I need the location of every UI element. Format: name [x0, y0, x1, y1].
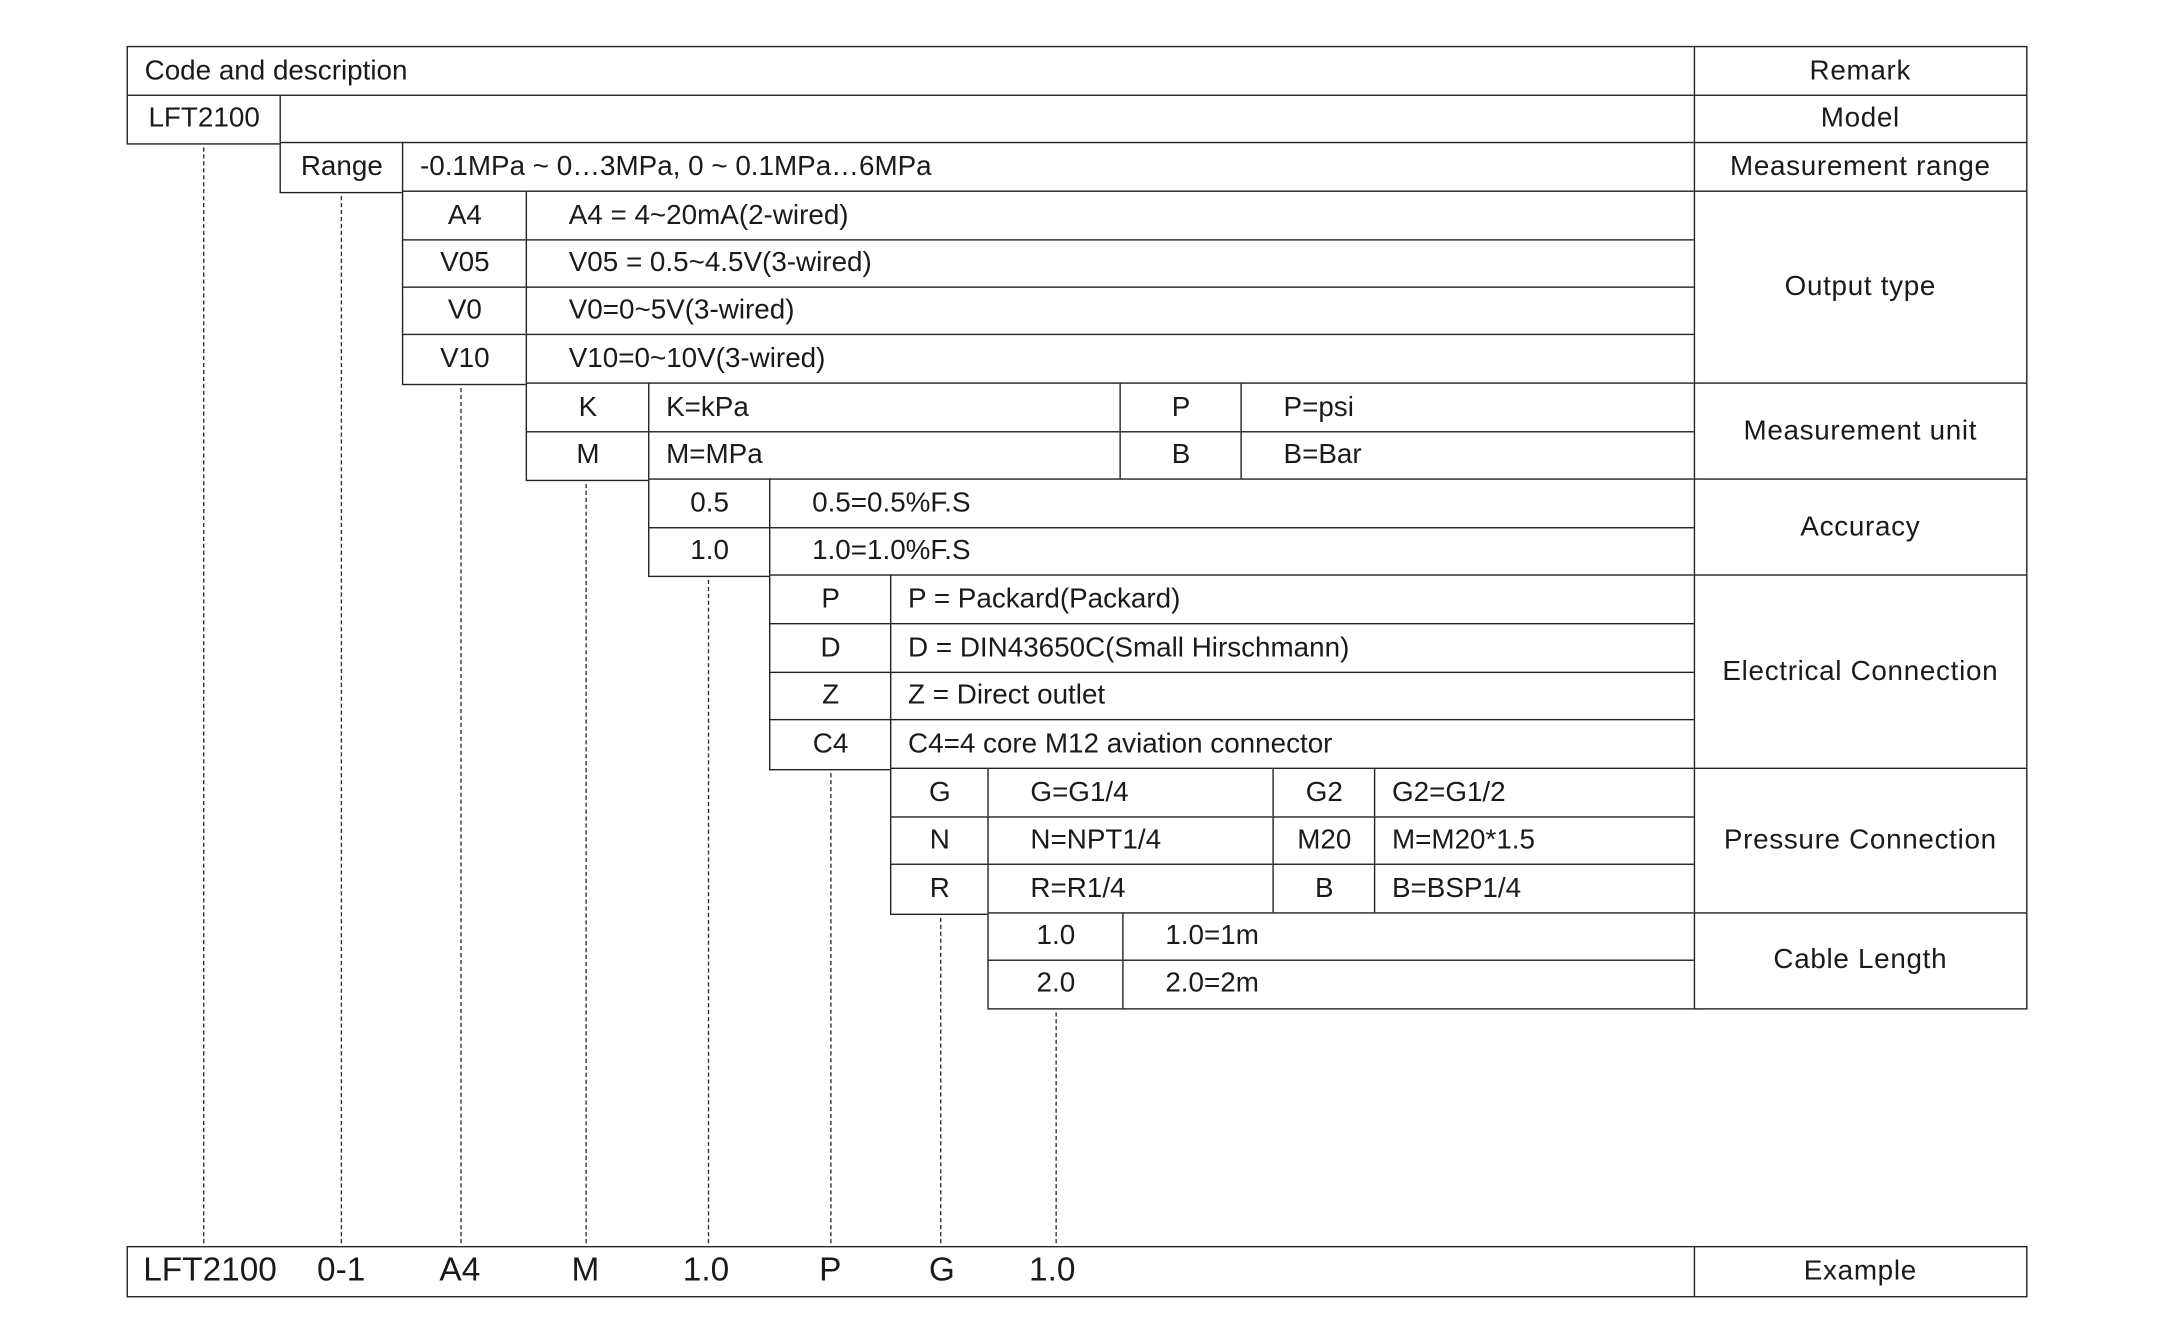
range-label-text: Range	[300, 151, 383, 182]
unit-desc	[1240, 431, 1696, 480]
pressure-desc	[1374, 768, 1696, 819]
pressure-code-text: M20	[1297, 825, 1352, 856]
remark-cable-text: Cable Length	[1773, 944, 1948, 976]
electrical-desc	[890, 623, 1696, 674]
dashed-guide-line	[830, 773, 831, 1243]
electrical-code-text: C4	[812, 728, 849, 759]
remark-range	[1694, 142, 2027, 193]
header-remark-text: Remark	[1809, 55, 1912, 86]
pressure-code-text: B	[1314, 873, 1334, 904]
accuracy-desc-text: 1.0=1.0%F.S	[812, 535, 971, 567]
unit-code-text: K	[578, 391, 598, 423]
remark-cable	[1694, 912, 2027, 1009]
electrical-code-text: Z	[822, 680, 840, 712]
cable-code-text: 2.0	[1036, 968, 1076, 999]
electrical-desc-text: Z = Direct outlet	[908, 680, 1106, 712]
electrical-desc	[890, 574, 1696, 625]
pressure-code-text: G2	[1305, 777, 1343, 808]
electrical-desc-text: C4=4 core M12 aviation connector	[908, 728, 1333, 759]
unit-desc	[1240, 382, 1696, 433]
pressure-code	[890, 768, 990, 819]
remark-example-text: Example	[1803, 1255, 1917, 1287]
dashed-guide-line	[1055, 1012, 1056, 1243]
pressure-code-text: G	[928, 777, 951, 808]
unit-code-text: B	[1171, 439, 1191, 471]
output-code-text: V05	[440, 247, 490, 279]
pressure-desc	[1374, 816, 1696, 865]
range-label	[280, 142, 405, 193]
pressure-desc-text: G=G1/4	[1030, 777, 1129, 808]
remark-pressure-text: Pressure Connection	[1723, 825, 1997, 856]
pressure-desc-text: N=NPT1/4	[1030, 825, 1162, 856]
model-code	[127, 95, 282, 144]
cable-code-text: 1.0	[1036, 920, 1076, 952]
unit-code-text: P	[1171, 391, 1191, 423]
output-code-text: V0	[447, 295, 482, 326]
header-code-description-text: Code and description	[144, 55, 408, 86]
accuracy-code-text: 0.5	[690, 487, 729, 519]
output-desc	[526, 239, 1696, 288]
unit-desc-text: B=Bar	[1283, 439, 1362, 471]
dashed-guide-line	[940, 918, 941, 1243]
output-desc-text: A4 = 4~20mA(2-wired)	[568, 199, 849, 231]
example-value: M	[571, 1251, 600, 1290]
accuracy-code	[648, 527, 771, 576]
electrical-code	[769, 672, 892, 721]
remark-model-text: Model	[1820, 103, 1900, 134]
pressure-code	[890, 816, 990, 865]
remark-unit-text: Measurement unit	[1743, 415, 1978, 447]
remark-output	[1694, 191, 2027, 385]
unit-desc	[648, 431, 1122, 480]
electrical-code	[769, 574, 892, 625]
pressure-code-text: R	[929, 873, 950, 904]
pressure-desc	[987, 768, 1274, 819]
electrical-code-text: D	[820, 632, 841, 664]
dashed-guide-line	[708, 580, 709, 1243]
output-code-text: A4	[447, 199, 482, 231]
remark-accuracy	[1694, 478, 2027, 576]
cable-desc	[1122, 912, 1696, 961]
unit-desc-text: M=MPa	[666, 439, 763, 471]
accuracy-desc	[769, 478, 1696, 529]
output-desc	[526, 334, 1696, 385]
example-value: G	[928, 1251, 955, 1290]
cable-desc-text: 1.0=1m	[1165, 920, 1259, 952]
accuracy-desc-text: 0.5=0.5%F.S	[812, 487, 971, 519]
pressure-code-text: N	[929, 825, 950, 856]
pressure-desc	[987, 816, 1274, 865]
header-remark	[1694, 46, 2027, 97]
accuracy-desc	[769, 527, 1696, 576]
output-code	[402, 286, 528, 335]
unit-code	[526, 382, 651, 433]
example-value: 1.0	[1029, 1251, 1076, 1290]
remark-range-text: Measurement range	[1729, 151, 1991, 182]
unit-code	[1119, 382, 1242, 433]
unit-code	[1119, 431, 1242, 480]
example-value: P	[819, 1251, 842, 1290]
example-value: LFT2100	[143, 1251, 277, 1290]
cable-code	[987, 960, 1124, 1009]
remark-unit	[1694, 382, 2027, 480]
example-value: 1.0	[682, 1251, 730, 1290]
electrical-code-text: P	[821, 583, 840, 615]
cable-code	[987, 912, 1124, 961]
range-value	[402, 142, 1696, 193]
remark-electrical-text: Electrical Connection	[1722, 656, 1999, 687]
remark-electrical	[1694, 574, 2027, 770]
output-desc-text: V10=0~10V(3-wired)	[568, 343, 826, 374]
unit-desc-text: P=psi	[1283, 391, 1354, 423]
electrical-code	[769, 719, 892, 770]
output-desc-text: V05 = 0.5~4.5V(3-wired)	[568, 247, 872, 279]
unit-desc-text: K=kPa	[666, 391, 749, 423]
unit-code	[526, 431, 651, 480]
accuracy-code-text: 1.0	[690, 535, 729, 567]
pressure-desc	[1374, 864, 1696, 915]
electrical-code	[769, 623, 892, 674]
output-code	[402, 239, 528, 288]
dashed-guide-line	[460, 388, 461, 1243]
output-code-text: V10	[440, 343, 490, 374]
pressure-desc	[987, 864, 1274, 915]
cable-desc-text: 2.0=2m	[1165, 968, 1259, 999]
remark-pressure	[1694, 768, 2027, 915]
pressure-desc-text: B=BSP1/4	[1391, 873, 1522, 904]
remark-output-text: Output type	[1784, 271, 1937, 303]
cable-desc	[1122, 960, 1696, 1009]
output-code	[402, 334, 528, 385]
output-desc	[526, 191, 1696, 242]
pressure-code	[1272, 768, 1376, 819]
accuracy-code	[648, 478, 771, 529]
pressure-desc-text: M=M20*1.5	[1391, 825, 1536, 856]
pressure-code	[1272, 864, 1376, 915]
pressure-desc-text: R=R1/4	[1030, 873, 1126, 904]
output-code	[402, 191, 528, 242]
electrical-desc-text: D = DIN43650C(Small Hirschmann)	[908, 632, 1350, 664]
output-desc	[526, 286, 1696, 335]
dashed-guide-line	[585, 484, 586, 1243]
output-desc-text: V0=0~5V(3-wired)	[568, 295, 795, 326]
range-value-text: -0.1MPa ~ 0…3MPa, 0 ~ 0.1MPa…6MPa	[419, 151, 932, 182]
pressure-code	[890, 864, 990, 915]
remark-model	[1694, 95, 2027, 144]
electrical-desc	[890, 672, 1696, 721]
remark-accuracy-text: Accuracy	[1800, 511, 1921, 543]
dashed-guide-line	[203, 147, 204, 1243]
model-blank	[280, 95, 1696, 144]
pressure-desc-text: G2=G1/2	[1391, 777, 1506, 808]
unit-desc	[648, 382, 1122, 433]
example-value: A4	[439, 1251, 481, 1290]
remark-example	[1694, 1246, 2027, 1297]
model-code-text: LFT2100	[148, 103, 260, 134]
electrical-desc	[890, 719, 1696, 770]
pressure-code	[1272, 816, 1376, 865]
header-code-description	[127, 46, 1696, 97]
dashed-guide-line	[341, 196, 342, 1243]
example-value: 0-1	[317, 1251, 366, 1290]
electrical-desc-text: P = Packard(Packard)	[908, 583, 1181, 615]
unit-code-text: M	[576, 439, 600, 471]
